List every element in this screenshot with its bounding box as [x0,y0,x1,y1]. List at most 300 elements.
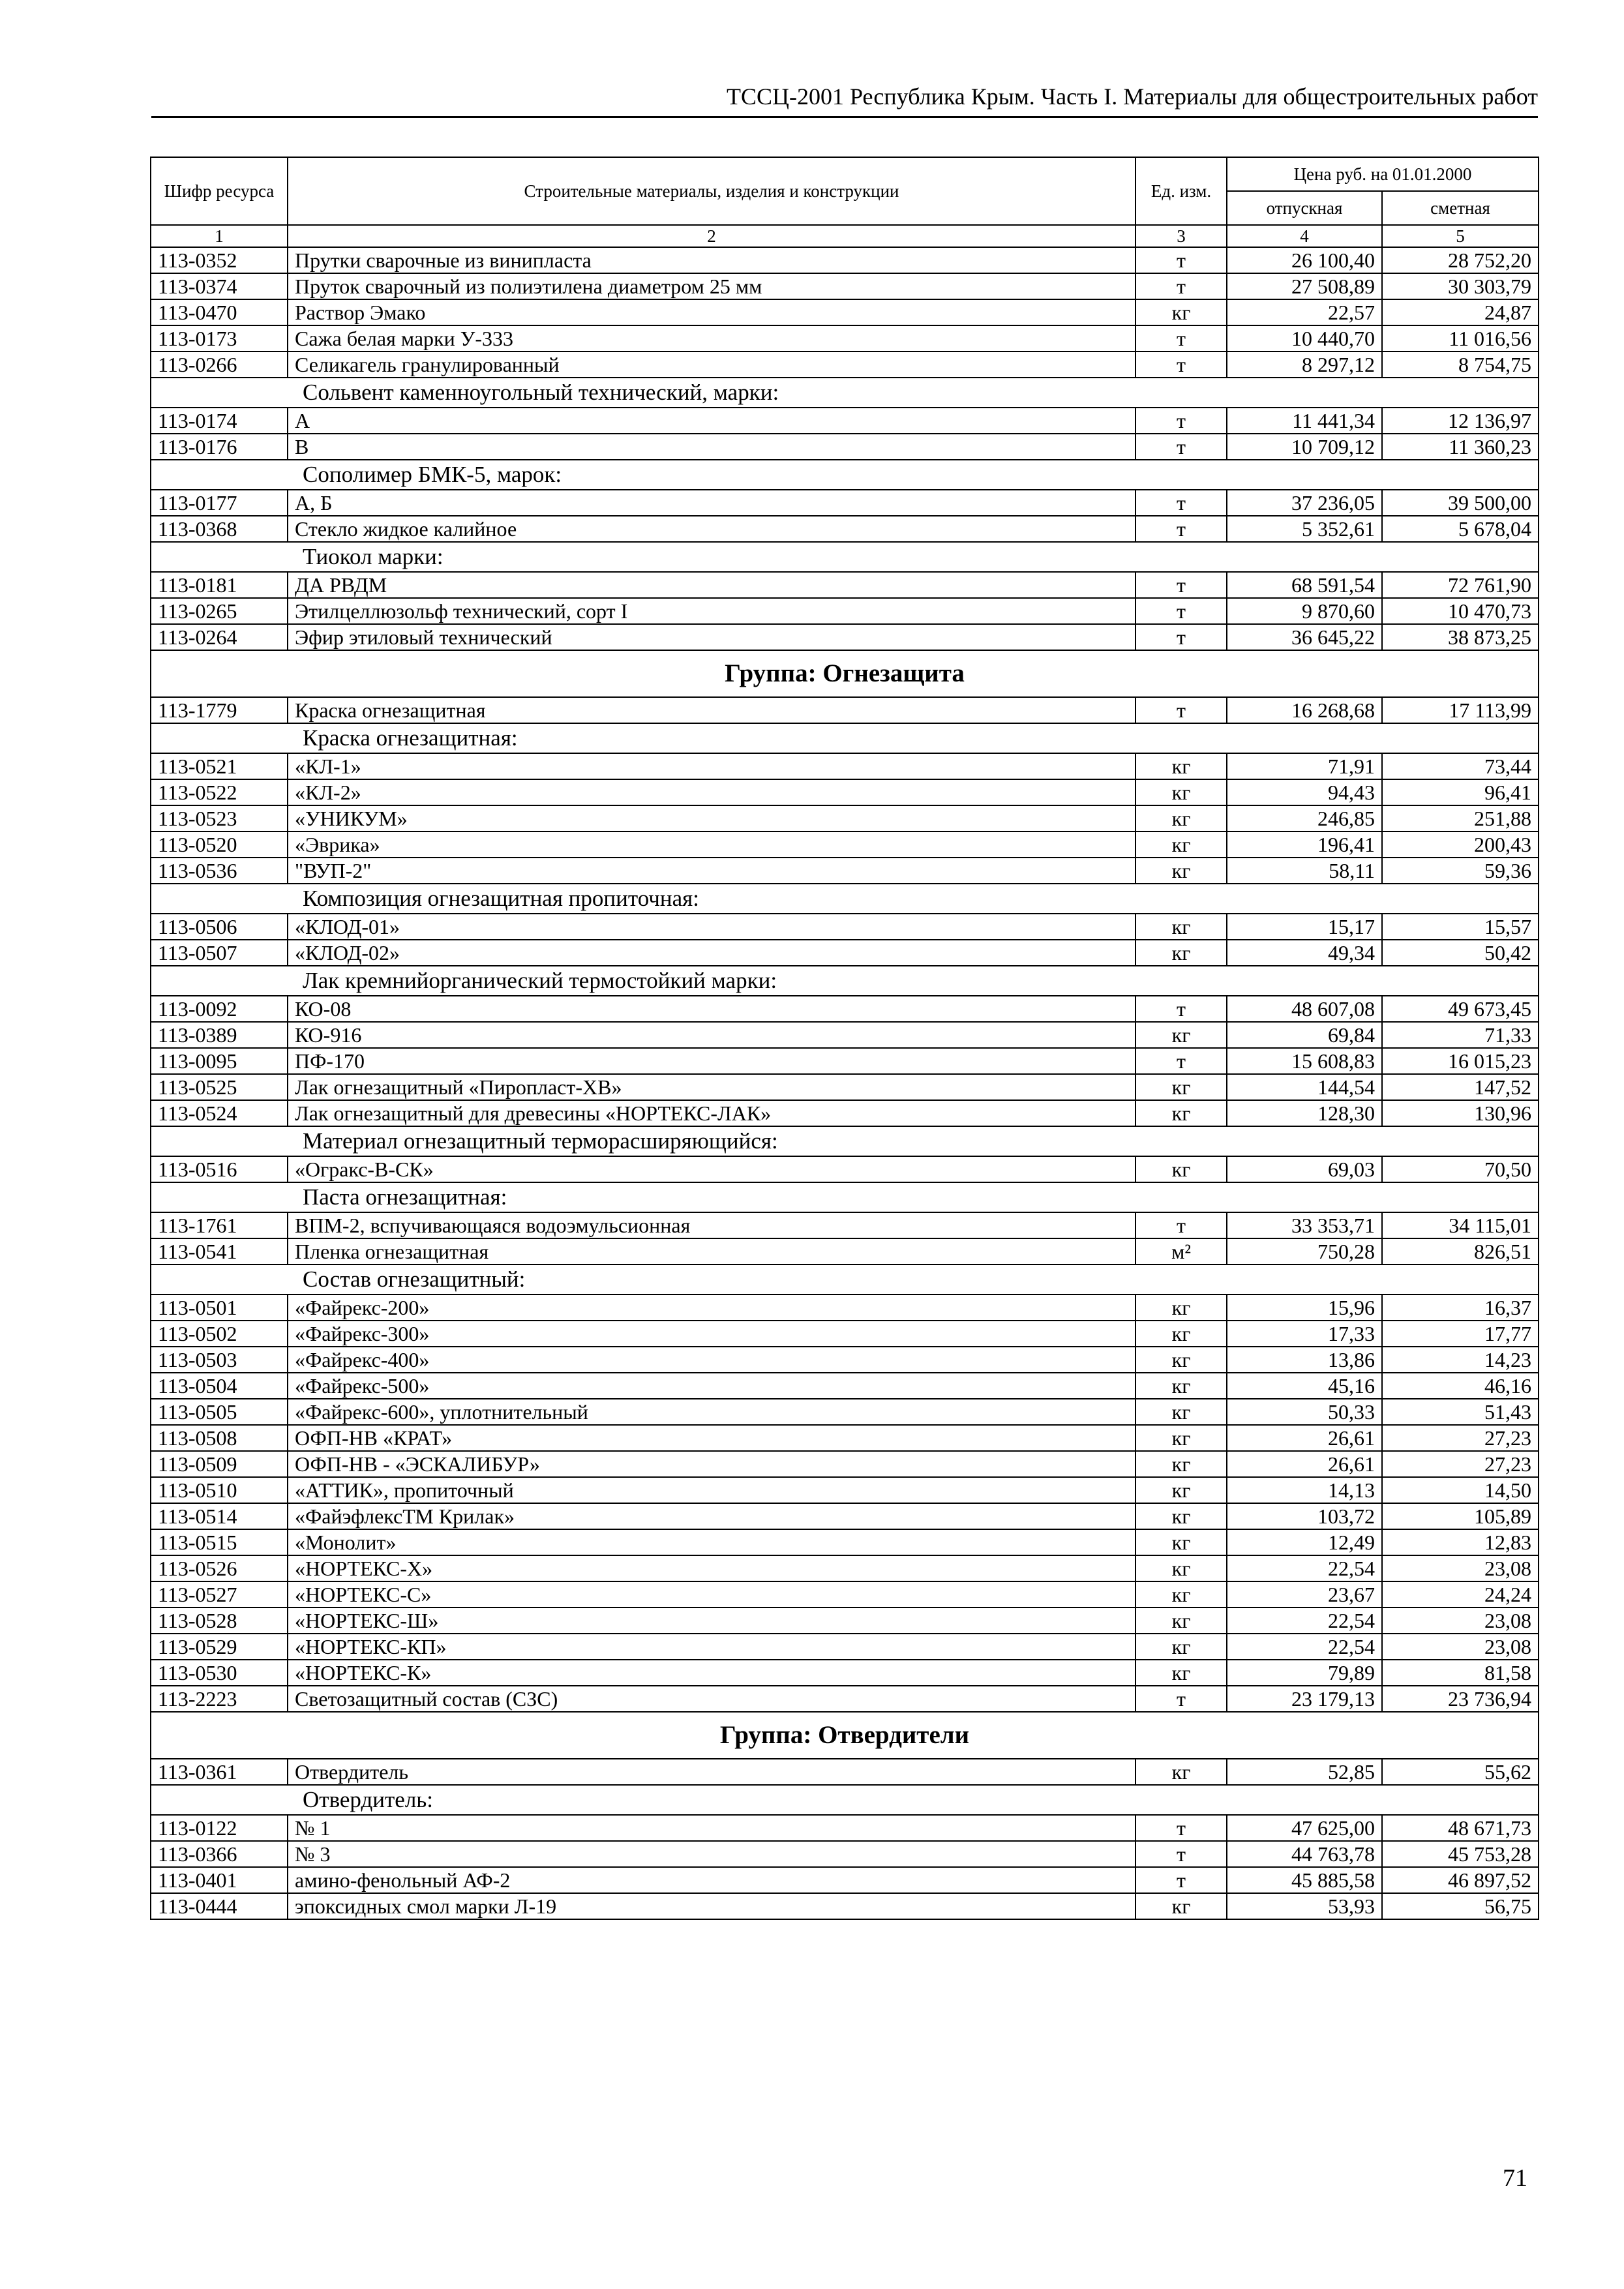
subheading-text: Лак кремнийорганический термостойкий марки: [151,966,1539,996]
estimate-price: 5 678,04 [1382,516,1539,542]
estimate-price: 147,52 [1382,1074,1539,1100]
estimate-price: 11 016,56 [1382,325,1539,352]
estimate-price: 14,23 [1382,1347,1539,1373]
estimate-price: 23,08 [1382,1608,1539,1634]
resource-code: 113-0515 [151,1529,288,1555]
running-header: ТССЦ-2001 Республика Крым. Часть I. Материалы для общестроительных работ [727,83,1538,110]
release-price: 36 645,22 [1227,624,1382,650]
resource-code: 113-0504 [151,1373,288,1399]
estimate-price: 10 470,73 [1382,598,1539,624]
resource-code: 113-0092 [151,996,288,1022]
resource-code: 113-0503 [151,1347,288,1373]
estimate-price: 73,44 [1382,753,1539,779]
subheading-row [151,1126,1539,1156]
release-price: 47 625,00 [1227,1815,1382,1841]
subheading-row [151,1785,1539,1815]
estimate-price: 16,37 [1382,1294,1539,1321]
release-price: 22,54 [1227,1634,1382,1660]
table-row [151,434,1539,460]
unit-of-measure: кг [1135,1555,1227,1581]
release-price: 12,49 [1227,1529,1382,1555]
release-price: 10 709,12 [1227,434,1382,460]
resource-code: 113-0525 [151,1074,288,1100]
unit-of-measure: кг [1135,1581,1227,1608]
table-row [151,1634,1539,1660]
release-price: 26 100,40 [1227,247,1382,273]
release-price: 22,54 [1227,1608,1382,1634]
release-price: 37 236,05 [1227,490,1382,516]
unit-of-measure: кг [1135,1660,1227,1686]
material-name: Пруток сварочный из полиэтилена диаметром 25 мм [288,273,1135,299]
release-price: 5 352,61 [1227,516,1382,542]
material-name: «КЛОД-01» [288,914,1135,940]
estimate-price: 14,50 [1382,1477,1539,1503]
material-name: «УНИКУМ» [288,805,1135,831]
material-name: «НОРТЕКС-С» [288,1581,1135,1608]
estimate-price: 71,33 [1382,1022,1539,1048]
resource-code: 113-0444 [151,1893,288,1919]
resource-code: 113-0507 [151,940,288,966]
col-price-header: Цена руб. на 01.01.2000 [1227,157,1539,191]
unit-of-measure: т [1135,273,1227,299]
material-name: «КЛ-2» [288,779,1135,805]
table-row [151,996,1539,1022]
page-number: 71 [1503,2164,1527,2192]
release-price: 196,41 [1227,831,1382,858]
resource-code: 113-0514 [151,1503,288,1529]
release-price: 23 179,13 [1227,1686,1382,1712]
unit-of-measure: кг [1135,805,1227,831]
table-row [151,1048,1539,1074]
material-name: ПФ-170 [288,1048,1135,1074]
estimate-price: 39 500,00 [1382,490,1539,516]
unit-of-measure: кг [1135,1156,1227,1182]
unit-of-measure: т [1135,1686,1227,1712]
resource-code: 113-0366 [151,1841,288,1867]
table-row [151,805,1539,831]
material-name: «КЛОД-02» [288,940,1135,966]
release-price: 45,16 [1227,1373,1382,1399]
estimate-price: 17 113,99 [1382,697,1539,723]
table-row [151,914,1539,940]
unit-of-measure: кг [1135,831,1227,858]
table-row [151,1451,1539,1477]
unit-of-measure: кг [1135,1503,1227,1529]
estimate-price: 12 136,97 [1382,408,1539,434]
estimate-price: 23,08 [1382,1634,1539,1660]
unit-of-measure: т [1135,408,1227,434]
table-row [151,1347,1539,1373]
resource-code: 113-0524 [151,1100,288,1126]
table-row [151,1212,1539,1238]
estimate-price: 50,42 [1382,940,1539,966]
estimate-price: 130,96 [1382,1100,1539,1126]
group-title: Группа: Отвердители [151,1712,1539,1759]
table-row [151,1660,1539,1686]
table-row [151,831,1539,858]
unit-of-measure: кг [1135,1529,1227,1555]
group-title: Группа: Огнезащита [151,650,1539,697]
material-name: Светозащитный состав (СЗС) [288,1686,1135,1712]
table-row [151,1022,1539,1048]
estimate-price: 48 671,73 [1382,1815,1539,1841]
table-row [151,1399,1539,1425]
estimate-price: 59,36 [1382,858,1539,884]
material-name: «Огракс-В-СК» [288,1156,1135,1182]
material-name: «НОРТЕКС-Ш» [288,1608,1135,1634]
release-price: 15,17 [1227,914,1382,940]
estimate-price: 81,58 [1382,1660,1539,1686]
unit-of-measure: кг [1135,1100,1227,1126]
release-price: 69,03 [1227,1156,1382,1182]
unit-of-measure: м² [1135,1238,1227,1264]
group-row [151,650,1539,697]
estimate-price: 27,23 [1382,1451,1539,1477]
table-body [151,247,1539,1919]
release-price: 15 608,83 [1227,1048,1382,1074]
release-price: 26,61 [1227,1425,1382,1451]
unit-of-measure: кг [1135,1074,1227,1100]
group-row [151,1712,1539,1759]
release-price: 16 268,68 [1227,697,1382,723]
table-row [151,273,1539,299]
material-name: «Файрекс-600», уплотнительный [288,1399,1135,1425]
col-unit-header: Ед. изм. [1135,157,1227,225]
release-price: 11 441,34 [1227,408,1382,434]
col-number-3: 3 [1135,225,1227,247]
release-price: 750,28 [1227,1238,1382,1264]
release-price: 13,86 [1227,1347,1382,1373]
material-name: «НОРТЕКС-КП» [288,1634,1135,1660]
table-row [151,1815,1539,1841]
col-estimate-price-header: сметная [1382,191,1539,225]
table-header [151,157,1539,247]
material-name: «Файрекс-200» [288,1294,1135,1321]
release-price: 53,93 [1227,1893,1382,1919]
table-row [151,1156,1539,1182]
release-price: 52,85 [1227,1759,1382,1785]
estimate-price: 55,62 [1382,1759,1539,1785]
unit-of-measure: кг [1135,1373,1227,1399]
material-name: ОФП-НВ - «ЭСКАЛИБУР» [288,1451,1135,1477]
resource-code: 113-0529 [151,1634,288,1660]
estimate-price: 46,16 [1382,1373,1539,1399]
unit-of-measure: т [1135,325,1227,352]
col-name-header: Строительные материалы, изделия и конструкции [288,157,1135,225]
material-name: «Файрекс-300» [288,1321,1135,1347]
material-name: Сажа белая марки У-333 [288,325,1135,352]
estimate-price: 251,88 [1382,805,1539,831]
release-price: 14,13 [1227,1477,1382,1503]
table-row [151,779,1539,805]
table-row [151,247,1539,273]
material-name: № 3 [288,1841,1135,1867]
release-price: 103,72 [1227,1503,1382,1529]
resource-code: 113-0510 [151,1477,288,1503]
unit-of-measure: т [1135,352,1227,378]
unit-of-measure: т [1135,1212,1227,1238]
release-price: 9 870,60 [1227,598,1382,624]
col-number-1: 1 [151,225,288,247]
material-name: «НОРТЕКС-К» [288,1660,1135,1686]
resource-code: 113-1761 [151,1212,288,1238]
estimate-price: 51,43 [1382,1399,1539,1425]
material-name: Эфир этиловый технический [288,624,1135,650]
price-table [150,157,1539,1920]
resource-code: 113-0095 [151,1048,288,1074]
table-row [151,1373,1539,1399]
unit-of-measure: кг [1135,1321,1227,1347]
material-name: амино-фенольный АФ-2 [288,1867,1135,1893]
unit-of-measure: кг [1135,858,1227,884]
material-name: «Файрекс-500» [288,1373,1135,1399]
release-price: 50,33 [1227,1399,1382,1425]
release-price: 69,84 [1227,1022,1382,1048]
table-row [151,624,1539,650]
table-row [151,1867,1539,1893]
unit-of-measure: т [1135,697,1227,723]
resource-code: 113-0174 [151,408,288,434]
table-row [151,753,1539,779]
resource-code: 113-0389 [151,1022,288,1048]
resource-code: 113-0361 [151,1759,288,1785]
subheading-text: Сольвент каменноугольный технический, марки: [151,378,1539,408]
resource-code: 113-0176 [151,434,288,460]
unit-of-measure: кг [1135,1608,1227,1634]
subheading-row [151,1264,1539,1294]
unit-of-measure: кг [1135,914,1227,940]
resource-code: 113-0352 [151,247,288,273]
unit-of-measure: кг [1135,753,1227,779]
estimate-price: 27,23 [1382,1425,1539,1451]
subheading-row [151,884,1539,914]
resource-code: 113-0541 [151,1238,288,1264]
table-row [151,408,1539,434]
estimate-price: 17,77 [1382,1321,1539,1347]
release-price: 71,91 [1227,753,1382,779]
unit-of-measure: кг [1135,1425,1227,1451]
estimate-price: 11 360,23 [1382,434,1539,460]
resource-code: 113-0368 [151,516,288,542]
material-name: "ВУП-2" [288,858,1135,884]
release-price: 8 297,12 [1227,352,1382,378]
release-price: 17,33 [1227,1321,1382,1347]
material-name: Краска огнезащитная [288,697,1135,723]
unit-of-measure: т [1135,1815,1227,1841]
resource-code: 113-0502 [151,1321,288,1347]
resource-code: 113-0523 [151,805,288,831]
resource-code: 113-0264 [151,624,288,650]
material-name: Отвердитель [288,1759,1135,1785]
estimate-price: 826,51 [1382,1238,1539,1264]
release-price: 48 607,08 [1227,996,1382,1022]
release-price: 33 353,71 [1227,1212,1382,1238]
table-row [151,598,1539,624]
subheading-text: Сополимер БМК-5, марок: [151,460,1539,490]
unit-of-measure: т [1135,1867,1227,1893]
col-release-price-header: отпускная [1227,191,1382,225]
release-price: 44 763,78 [1227,1841,1382,1867]
estimate-price: 16 015,23 [1382,1048,1539,1074]
estimate-price: 34 115,01 [1382,1212,1539,1238]
unit-of-measure: кг [1135,1399,1227,1425]
subheading-row [151,723,1539,753]
material-name: В [288,434,1135,460]
estimate-price: 46 897,52 [1382,1867,1539,1893]
table-row [151,352,1539,378]
resource-code: 113-0181 [151,572,288,598]
estimate-price: 38 873,25 [1382,624,1539,650]
table-row [151,1074,1539,1100]
table-row [151,1608,1539,1634]
resource-code: 113-0528 [151,1608,288,1634]
table-row [151,490,1539,516]
resource-code: 113-0522 [151,779,288,805]
release-price: 23,67 [1227,1581,1382,1608]
estimate-price: 45 753,28 [1382,1841,1539,1867]
unit-of-measure: т [1135,434,1227,460]
unit-of-measure: кг [1135,779,1227,805]
table-row [151,516,1539,542]
resource-code: 113-2223 [151,1686,288,1712]
table-row [151,1100,1539,1126]
subheading-text: Тиокол марки: [151,542,1539,572]
release-price: 27 508,89 [1227,273,1382,299]
material-name: ОФП-НВ «КРАТ» [288,1425,1135,1451]
unit-of-measure: т [1135,247,1227,273]
release-price: 22,54 [1227,1555,1382,1581]
estimate-price: 12,83 [1382,1529,1539,1555]
estimate-price: 15,57 [1382,914,1539,940]
material-name: Лак огнезащитный «Пиропласт-ХВ» [288,1074,1135,1100]
material-name: ДА РВДМ [288,572,1135,598]
release-price: 246,85 [1227,805,1382,831]
material-name: «АТТИК», пропиточный [288,1477,1135,1503]
material-name: Прутки сварочные из винипласта [288,247,1135,273]
table-row [151,1555,1539,1581]
estimate-price: 23 736,94 [1382,1686,1539,1712]
unit-of-measure: кг [1135,1294,1227,1321]
estimate-price: 49 673,45 [1382,996,1539,1022]
unit-of-measure: т [1135,1048,1227,1074]
resource-code: 113-0509 [151,1451,288,1477]
material-name: «ФайэфлексТМ Крилак» [288,1503,1135,1529]
release-price: 58,11 [1227,858,1382,884]
material-name: КО-08 [288,996,1135,1022]
unit-of-measure: кг [1135,299,1227,325]
estimate-price: 72 761,90 [1382,572,1539,598]
resource-code: 113-0501 [151,1294,288,1321]
table-row [151,1581,1539,1608]
unit-of-measure: т [1135,598,1227,624]
resource-code: 113-0506 [151,914,288,940]
col-number-5: 5 [1382,225,1539,247]
table-row [151,299,1539,325]
release-price: 10 440,70 [1227,325,1382,352]
material-name: Пленка огнезащитная [288,1238,1135,1264]
material-name: КО-916 [288,1022,1135,1048]
material-name: «Монолит» [288,1529,1135,1555]
col-code-header: Шифр ресурса [151,157,288,225]
table-row [151,1893,1539,1919]
subheading-row [151,1182,1539,1212]
material-name: «КЛ-1» [288,753,1135,779]
resource-code: 113-0505 [151,1399,288,1425]
subheading-text: Паста огнезащитная: [151,1182,1539,1212]
estimate-price: 8 754,75 [1382,352,1539,378]
material-name: «НОРТЕКС-Х» [288,1555,1135,1581]
unit-of-measure: кг [1135,940,1227,966]
table-row [151,1841,1539,1867]
col-number-4: 4 [1227,225,1382,247]
estimate-price: 105,89 [1382,1503,1539,1529]
table-row [151,1686,1539,1712]
table-row [151,858,1539,884]
resource-code: 113-0173 [151,325,288,352]
estimate-price: 96,41 [1382,779,1539,805]
release-price: 79,89 [1227,1660,1382,1686]
release-price: 94,43 [1227,779,1382,805]
estimate-price: 30 303,79 [1382,273,1539,299]
table-row [151,1321,1539,1347]
unit-of-measure: т [1135,490,1227,516]
material-name: «Файрекс-400» [288,1347,1135,1373]
resource-code: 113-0536 [151,858,288,884]
release-price: 22,57 [1227,299,1382,325]
table-row [151,325,1539,352]
estimate-price: 23,08 [1382,1555,1539,1581]
col-number-2: 2 [288,225,1135,247]
material-name: А, Б [288,490,1135,516]
subheading-row [151,460,1539,490]
release-price: 49,34 [1227,940,1382,966]
table-row [151,1477,1539,1503]
resource-code: 113-0122 [151,1815,288,1841]
table-row [151,1238,1539,1264]
table-row [151,1503,1539,1529]
estimate-price: 28 752,20 [1382,247,1539,273]
material-name: А [288,408,1135,434]
table-row [151,1425,1539,1451]
unit-of-measure: кг [1135,1347,1227,1373]
resource-code: 113-0470 [151,299,288,325]
resource-code: 113-0374 [151,273,288,299]
resource-code: 113-0530 [151,1660,288,1686]
estimate-price: 24,87 [1382,299,1539,325]
material-name: Стекло жидкое калийное [288,516,1135,542]
material-name: ВПМ-2, вспучивающаяся водоэмульсионная [288,1212,1135,1238]
material-name: «Эврика» [288,831,1135,858]
resource-code: 113-0520 [151,831,288,858]
subheading-text: Краска огнезащитная: [151,723,1539,753]
unit-of-measure: кг [1135,1759,1227,1785]
subheading-row [151,966,1539,996]
unit-of-measure: т [1135,516,1227,542]
unit-of-measure: кг [1135,1634,1227,1660]
resource-code: 113-0508 [151,1425,288,1451]
estimate-price: 56,75 [1382,1893,1539,1919]
table-row [151,940,1539,966]
release-price: 144,54 [1227,1074,1382,1100]
resource-code: 113-0265 [151,598,288,624]
subheading-text: Отвердитель: [151,1785,1539,1815]
unit-of-measure: кг [1135,1477,1227,1503]
material-name: Этилцеллюзольф технический, сорт I [288,598,1135,624]
resource-code: 113-0526 [151,1555,288,1581]
unit-of-measure: кг [1135,1022,1227,1048]
subheading-text: Материал огнезащитный терморасширяющийся: [151,1126,1539,1156]
subheading-text: Состав огнезащитный: [151,1264,1539,1294]
